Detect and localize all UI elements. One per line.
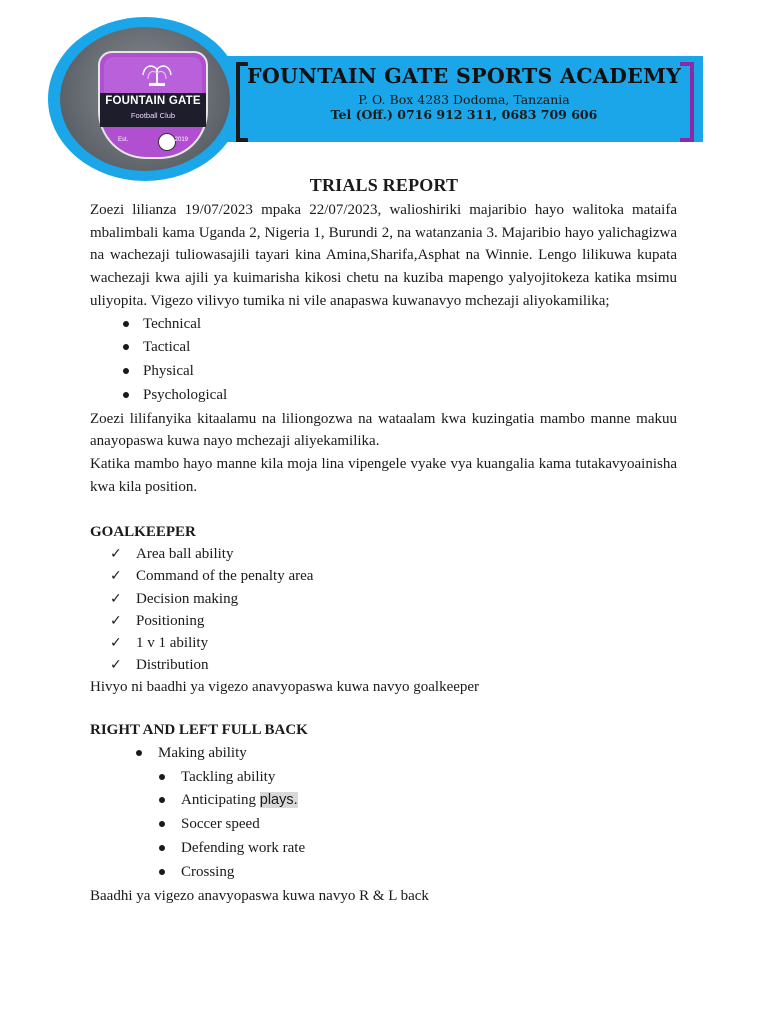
logo-est: Est.	[118, 137, 129, 143]
club-shield	[98, 51, 208, 159]
goalkeeper-item: ✓ Positioning	[90, 610, 677, 632]
goalkeeper-item: ✓ Command of the penalty area	[90, 565, 677, 587]
criteria-item: Technical	[90, 313, 677, 337]
goalkeeper-item: ✓ Area ball ability	[90, 543, 677, 565]
goalkeeper-list	[90, 543, 677, 676]
fountain-icon	[140, 61, 174, 87]
fullback-summary: Baadhi ya vigezo anavyopaswa kuwa navyo R & L back	[90, 887, 429, 904]
club-logo	[48, 17, 242, 181]
spacer	[90, 499, 677, 521]
fullback-item: Defending work rate	[90, 837, 677, 861]
criteria-item: Tactical	[90, 336, 677, 360]
paragraph-2: Zoezi lilifanyika kitaalamu na liliongozwa na wataalam kwa kuzingatia mambo manne makuu anayopaswa kuwa nayo mchezaji aliyekamilika.	[90, 410, 677, 450]
shield-top	[104, 57, 202, 93]
fullback-item	[90, 789, 677, 813]
report-title: TRIALS REPORT	[309, 175, 459, 195]
fullback-item: Soccer speed	[90, 813, 677, 837]
logo-club-name: FOUNTAIN GATE	[105, 95, 201, 107]
goalkeeper-item: ✓ 1 v 1 ability	[90, 632, 677, 654]
academy-name: FOUNTAIN GATE SPORTS ACADEMY	[246, 64, 682, 88]
fullback-item: Crossing	[90, 861, 677, 885]
academy-phone: Tel (Off.) 0716 912 311, 0683 709 606	[330, 107, 598, 122]
paragraph-3: Katika mambo hayo manne kila moja lina vipengele vyake vya kuangalia kama tutakavyoainisha kwa kila position.	[90, 456, 677, 495]
logo-club-subtitle: Football Club	[130, 111, 176, 120]
fullback-item: Making ability	[90, 742, 677, 766]
intro-paragraph: Zoezi lilianza 19/07/2023 mpaka 22/07/2023, walioshiriki majaribio hayo walitoka mataifa mbalimbali kama Uganda 2, Nigeria 1, Burundi 2, na watanzania 3. Majaribio hayo yalichagizwa na wachezaji tuliowasajili tayari kina Amina,Sharifa,Asphat na Winnie. Lengo lilikuwa kupata wachezaji kwa ajili ya kuimarisha kikosi chetu na kuziba mapengo yalyojitokeza katika msimu uliyopita. Vigezo vilivyo tumika ni vile anapaswa kuwanavyo mchezaji aliyokamilika;	[90, 202, 677, 309]
logo-year: 2019	[174, 137, 188, 143]
goalkeeper-item: ✓ Distribution	[90, 654, 677, 676]
fullback-heading: RIGHT AND LEFT FULL BACK	[90, 722, 308, 739]
logo-est-row	[114, 133, 192, 149]
criteria-item: Physical	[90, 360, 677, 384]
goalkeeper-summary: Hivyo ni baadhi ya vigezo anavyopaswa kuwa navyo goalkeeper	[90, 679, 480, 696]
goalkeeper-item: ✓ Decision making	[90, 588, 677, 610]
highlighted-text: plays.	[259, 792, 298, 809]
fullback-item: Tackling ability	[90, 766, 677, 790]
fullback-item-text: Anticipating	[181, 792, 260, 809]
football-icon	[158, 133, 176, 151]
criteria-list	[90, 313, 677, 408]
spacer	[90, 699, 677, 719]
report-body	[90, 199, 677, 907]
fullback-list	[90, 742, 677, 885]
logo-background	[60, 27, 230, 171]
academy-address: P. O. Box 4283 Dodoma, Tanzania	[358, 92, 570, 107]
goalkeeper-heading: GOALKEEPER	[90, 523, 196, 540]
criteria-item: Psychological	[90, 384, 677, 408]
